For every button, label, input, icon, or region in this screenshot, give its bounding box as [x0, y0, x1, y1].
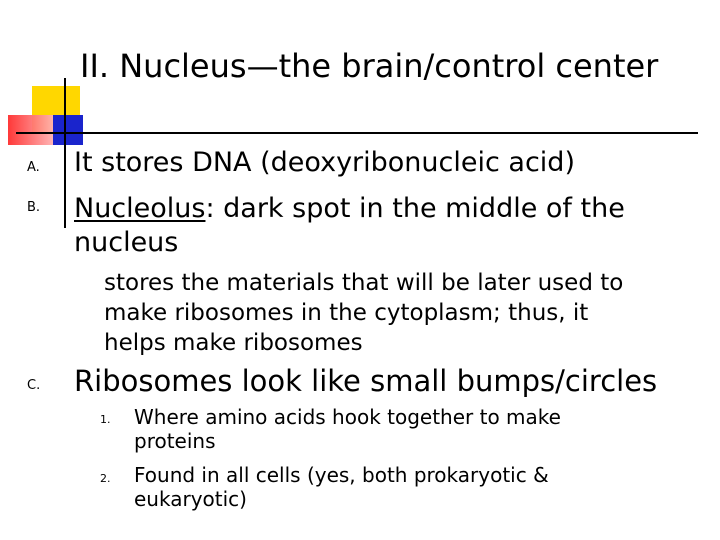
bullet-text-a: It stores DNA (deoxyribonucleic acid): [74, 147, 575, 178]
title-underline-rule: [16, 132, 698, 134]
ribosome-point-1-line2: proteins: [134, 429, 216, 453]
decor-blue-square: [53, 115, 83, 145]
bullet-text-b-line2: nucleus: [74, 227, 179, 258]
decor-vertical-rule: [64, 78, 66, 228]
nucleolus-term: Nucleolus: [74, 193, 206, 224]
ribosome-point-2-line2: eukaryotic): [134, 487, 247, 511]
nucleolus-detail-line2: make ribosomes in the cytoplasm; thus, it: [104, 300, 589, 326]
slide-title: II. Nucleus—the brain/control center: [80, 47, 659, 85]
decor-red-square: [8, 115, 54, 145]
bullet-text-c: Ribosomes look like small bumps/circles: [74, 364, 658, 398]
nucleolus-detail-line1: stores the materials that will be later used to: [104, 270, 624, 296]
ribosome-point-1-marker: 1.: [100, 413, 111, 426]
ribosome-point-2-marker: 2.: [100, 472, 111, 485]
bullet-marker-b: B.: [27, 200, 41, 215]
ribosome-point-1-line1: Where amino acids hook together to make: [134, 405, 561, 429]
bullet-marker-a: A.: [27, 160, 40, 175]
bullet-text-b-line1: [74, 192, 625, 225]
ribosome-point-2-line1: Found in all cells (yes, both prokaryotic &: [134, 463, 549, 487]
bullet-marker-c: C.: [27, 378, 41, 393]
nucleolus-detail-line3: helps make ribosomes: [104, 330, 363, 356]
nucleolus-description: : dark spot in the middle of the: [205, 193, 625, 224]
